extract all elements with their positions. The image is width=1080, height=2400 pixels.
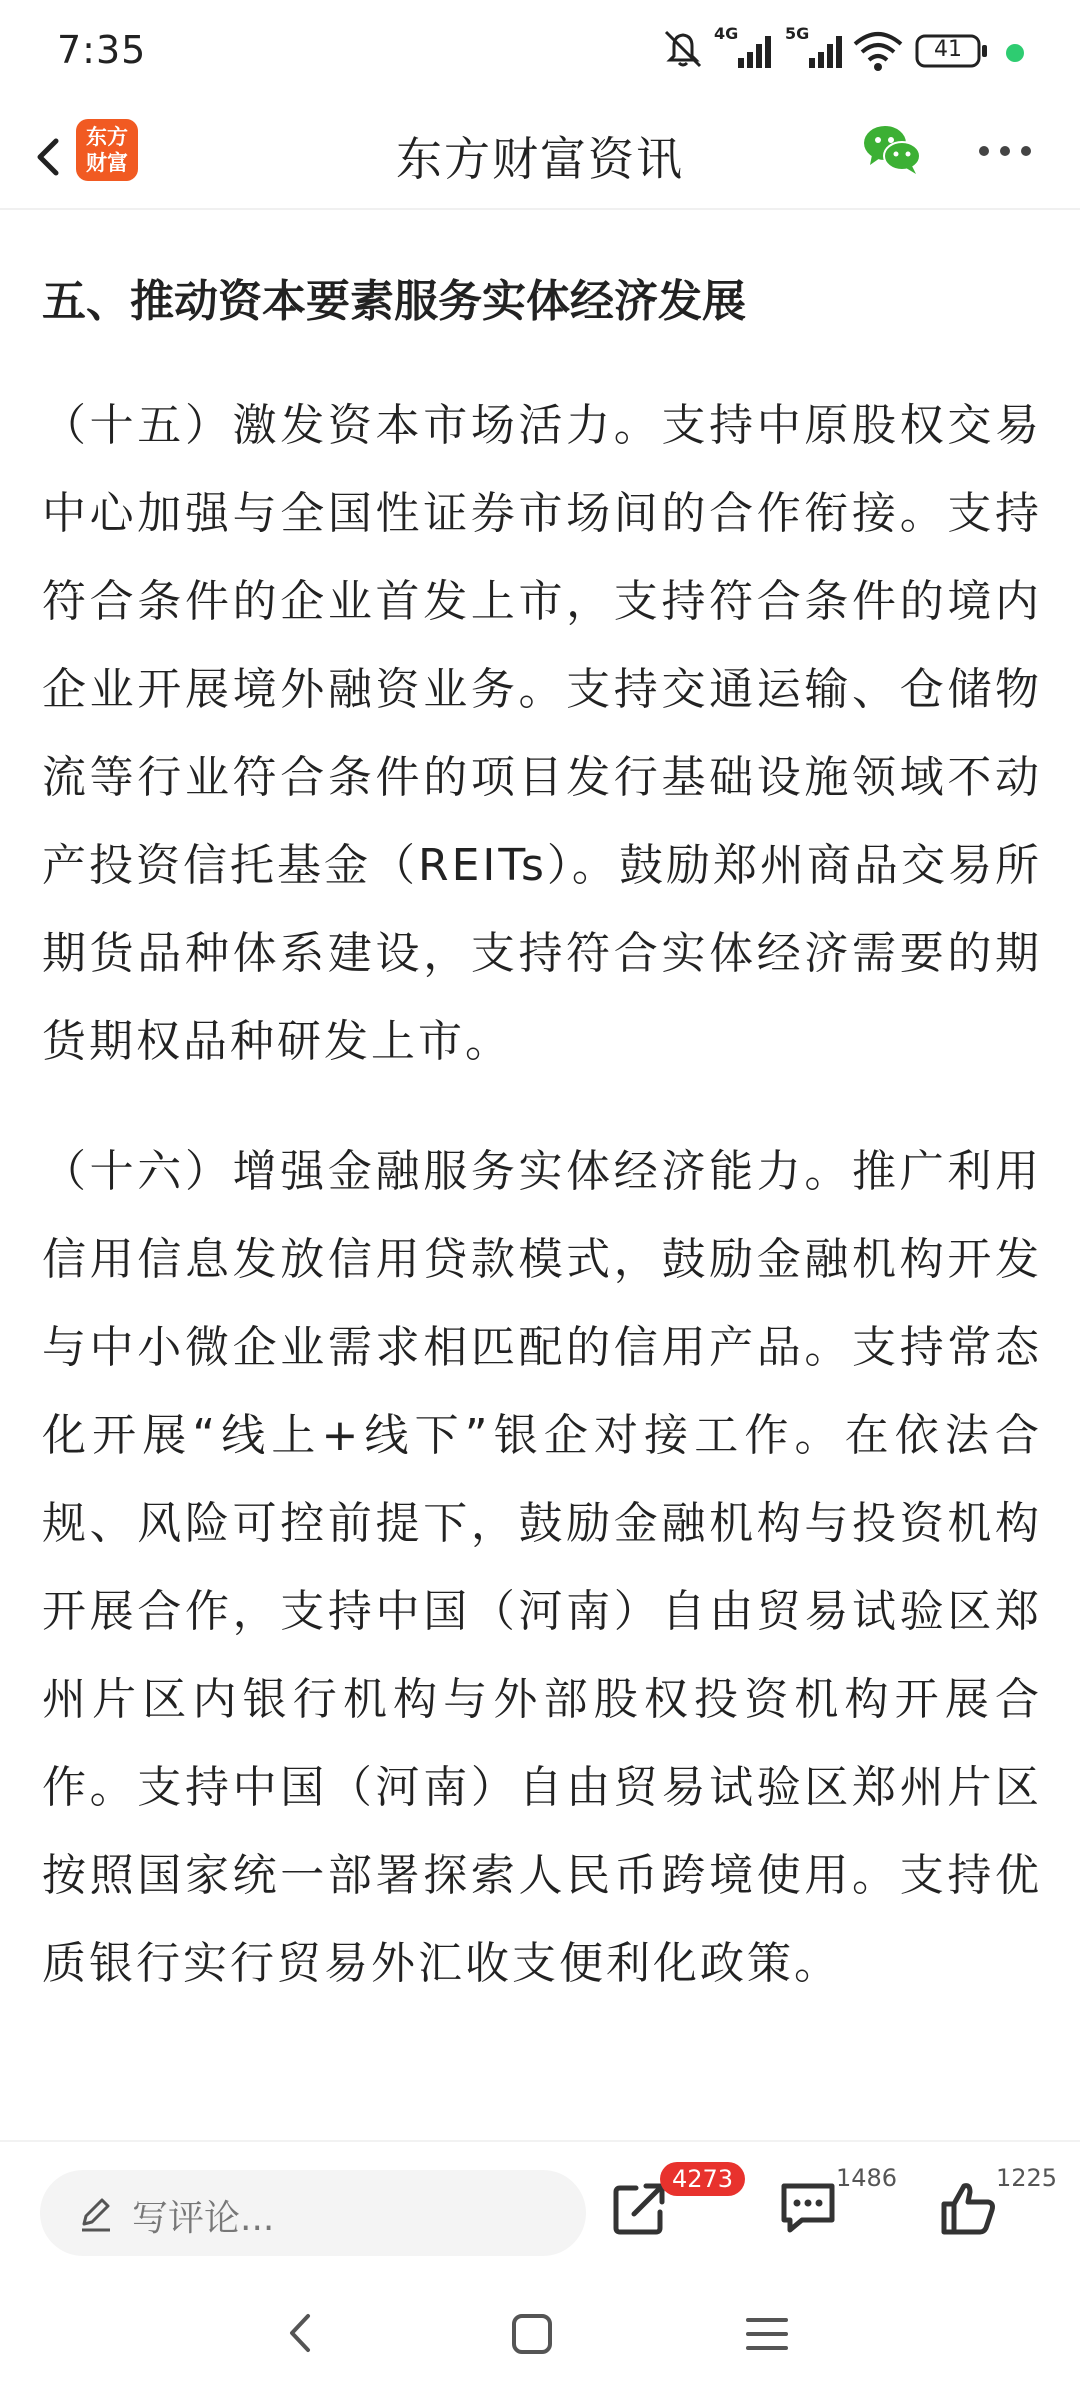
action-bar <box>0 2140 1080 2270</box>
article-paragraph: （十六）增强金融服务实体经济能力。推广利用信用信息发放信用贷款模式，鼓励金融机构开发与中小微企业需求相匹配的信用产品。支持常态化开展“线上+线下”银企对接工作。在依法合规、风险可控前提下，鼓励金融机构与投资机构开展合作，支持中国（河南）自由贸易试验区郑州片区内银行机构与外部股权投资机构开展合作。支持中国（河南）自由贸易试验区郑州片区按照国家统一部署探索人民币跨境使用。支持优质银行实行贸易外汇收支便利化政策。 <box>42 1146 1042 1989</box>
comment-count: 1486 <box>836 2164 898 2192</box>
article-paragraph: （十五）激发资本市场活力。支持中原股权交易中心加强与全国性证券市场间的合作衔接。支持符合条件的企业首发上市，支持符合条件的境内企业开展境外融资业务。支持交通运输、仓储物流等行业符合条件的项目发行基础设施领域不动产投资信托基金（REITs）。鼓励郑州商品交易所期货品种体系建设，支持符合实体经济需要的期货期权品种研发上市。 <box>42 400 1042 1067</box>
nav-back-icon[interactable] <box>280 2308 320 2358</box>
signal-icon <box>714 26 776 72</box>
article-body <box>42 210 1042 2008</box>
green-dot-icon <box>1006 44 1024 62</box>
section-heading: 五、推动资本要素服务实体经济发展 <box>42 276 746 327</box>
comment-input[interactable] <box>40 2170 586 2256</box>
thumbs-up-icon[interactable] <box>938 2178 998 2238</box>
more-icon[interactable] <box>972 123 1038 179</box>
logo-line: 东方 <box>86 125 128 149</box>
system-nav-bar <box>0 2270 1080 2400</box>
battery-icon <box>915 34 989 68</box>
network-type-label: 5G <box>785 24 810 43</box>
battery-level: 41 <box>934 37 962 62</box>
status-time: 7:35 <box>57 28 147 72</box>
pen-icon <box>76 2194 116 2234</box>
share-count-badge: 4273 <box>660 2162 745 2196</box>
page-title: 东方财富资讯 <box>396 132 684 186</box>
mute-icon <box>660 26 706 72</box>
comment-placeholder: 写评论... <box>132 2198 275 2239</box>
nav-menu-icon[interactable] <box>744 2312 790 2356</box>
logo-line: 财富 <box>86 151 128 175</box>
status-bar <box>0 0 1080 105</box>
wechat-icon[interactable] <box>860 121 924 177</box>
like-count: 1225 <box>996 2164 1058 2192</box>
network-type-label: 4G <box>714 24 739 43</box>
comment-icon[interactable] <box>778 2180 838 2236</box>
signal-icon <box>785 26 847 72</box>
wifi-icon <box>852 30 904 72</box>
app-header <box>0 105 1080 210</box>
nav-home-icon[interactable] <box>510 2312 554 2356</box>
